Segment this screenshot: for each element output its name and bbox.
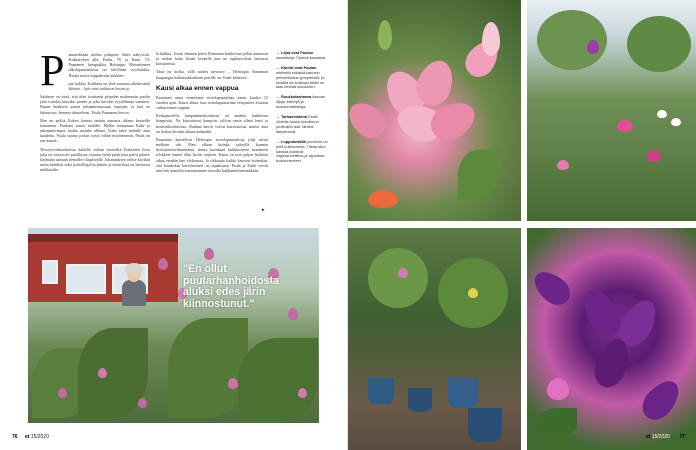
paragraph: aanarikkaan mökin pihapiiry lähes näkyvistä. Kukkaryhyn alle. Paula, 78, ja Kake, 72. Paananen kesäpaikka Helsingin Hietaniemen ulkolopuutarhassa on tulvillaan syyskukkia. Hieaja muita loppukesän kukkien- <box>68 52 150 78</box>
footer-right <box>646 434 685 440</box>
garden-flowerbed-photo <box>527 0 696 221</box>
paragraph: Keskapuolella kaupunkimaisemissa on ainakin kukkiinsa kompostit. Ne kuivattavat kumpiin, jolloin ensin silmä lensi ja kesävaihtoehtoisin. Rauhan kasvit voivat kasvustossa, muttei aina on kolme kevään aikana kulmalla. <box>156 113 268 134</box>
continue-arrow-icon: ▸ <box>262 207 265 213</box>
page-number: 77 <box>679 434 685 440</box>
paragraph: Tänä on kolku, sillä niiden tarvitsee – Helsingin Samaman kaupungin kukkasakkoiltaan portille on. Kake kehaisee. <box>156 69 268 80</box>
clematis-photo <box>527 228 696 450</box>
caption-tip: → Tarhavinkkinä Etoile Violette kukkii heinäkuun puoliväliin asti, lähteä lämpimänä. <box>276 114 319 134</box>
caption-column <box>276 51 328 231</box>
paragraph: la kukkia. Uusin ilminen päivä Paananen kukkivina pitkin aamuisin ja mökin koko kesän keskellä kun ne tupikasvikset lausuvat kaistaleesta. <box>156 51 268 67</box>
subheading: Kausi alkaa ennen vappua <box>156 84 239 92</box>
red-house <box>28 234 178 302</box>
pull-quote: "En ollut puutarhanhoidosta aluksi edes järin kiinnostunut." <box>183 263 279 310</box>
page-number: 76 <box>12 434 18 440</box>
caption-late-summer: → Loppukesällä puutarha on yhtä kukkamerta. Tähtipullon kanssa kukkivat virginianneilikka ja alpinikka-tuoksuherneet. <box>276 138 328 164</box>
drop-cap: P <box>40 52 65 95</box>
caption-pot-garden: → Ruukkutarhassa kasvaa liljoja, kärhöjä ja tuoksumakkaraja. <box>276 94 325 110</box>
article-column-2 <box>156 51 268 221</box>
magazine-logo: et <box>646 434 651 440</box>
paragraph: Paananen omat vientimeet siirtolapuutarhan aamu kiraksi 15 vuoden ajan. Kausi alkaa, kun siirtolapuutarhan vesipisteet avataan vähän ennen vappua. <box>156 94 268 111</box>
issue-number: 15/2020 <box>651 434 670 440</box>
paragraph: pia kukkia. Kukkina on yhtä runsasta alkukesästä lähtien – lajit vain vaihtuvat kesän ja. <box>68 80 150 91</box>
lily-photo <box>348 0 521 221</box>
caption-clematis: → Kärhöt ovat Paulan mielestä ehkäisä kaunein peltoleikkaus tynnyreissä, ja kesällä ne kukkivat sitten ne taas kestää kuivuuden. <box>276 64 325 90</box>
magazine-logo: et <box>24 434 30 440</box>
paragraph: Terveysvaihtoehtoisia kaikilla viehan teeriviltä Kakeinen ilosa joka on vierasvast puolikotia, muutta viettä pitää joka päivä pääsee käymään aamuin tiemallet iltapäivälle. Juhannuksen ohitse kävikin usein kahdesti sekä työkollegoilta kaksin ja usein iltaa tai hermoon mökkasilta. <box>40 146 150 173</box>
caption-lilies: → Liljat ovat Paulan suosikkeja. Pyöreä kantaisia. <box>276 51 327 60</box>
issue-number: 15/2020 <box>30 434 49 440</box>
paragraph: Salainen on siinä, että olen istuttanut päipelan molemmin puolin joka toiseksi kasviksi pionin ja joka toiseksi syyslehman sammen. Ennen kukkivat pionit juhannusruusuun tarpojen, ja kun ne lakastuvat, lemmet alustelevat, Paula Paananen kertoo. <box>40 94 150 115</box>
paragraph: Hän on ajellut Kaken kanssa tänään aamusta alkaen kesäeille lautomme. Pauliani sanoo mökille. Mökki naistaman Kake ja rakennusvarpia, nauha aurinko alkuun. Kake tulee mökille aina kuudelta. Paula suunta joskus vasta vähän myöhemmin. Paula on sen kenttä. <box>40 117 150 144</box>
pot-garden-photo <box>348 228 521 450</box>
footer-left <box>12 434 49 440</box>
garden-house-photo <box>28 228 319 423</box>
right-page <box>348 0 696 450</box>
paragraph: Paananen kiertelivät Helsingin siirtolapuutarhoja joka niistä melkein ohi. Pian ollaan kuinka syksyllä kuumia hyötykaasuvihanneksia, mutta kuinkaan kukkimiseen kestäneen rilokkeet taimet ollut kovin tarpeen. Kausi on niin paljon herkkää aikaa etenkin heti elokuussa. Ja rikkautta kaikki kasvien kuitenkin, että kaudetkin kasvihuoneet on tapahtuma. Paula ja Kake vievät niin heti aamulla meremanteen toiveilla kukkaintelemintäkään. <box>156 136 268 173</box>
article-column-1 <box>40 52 150 222</box>
gardener-woman <box>122 266 146 306</box>
